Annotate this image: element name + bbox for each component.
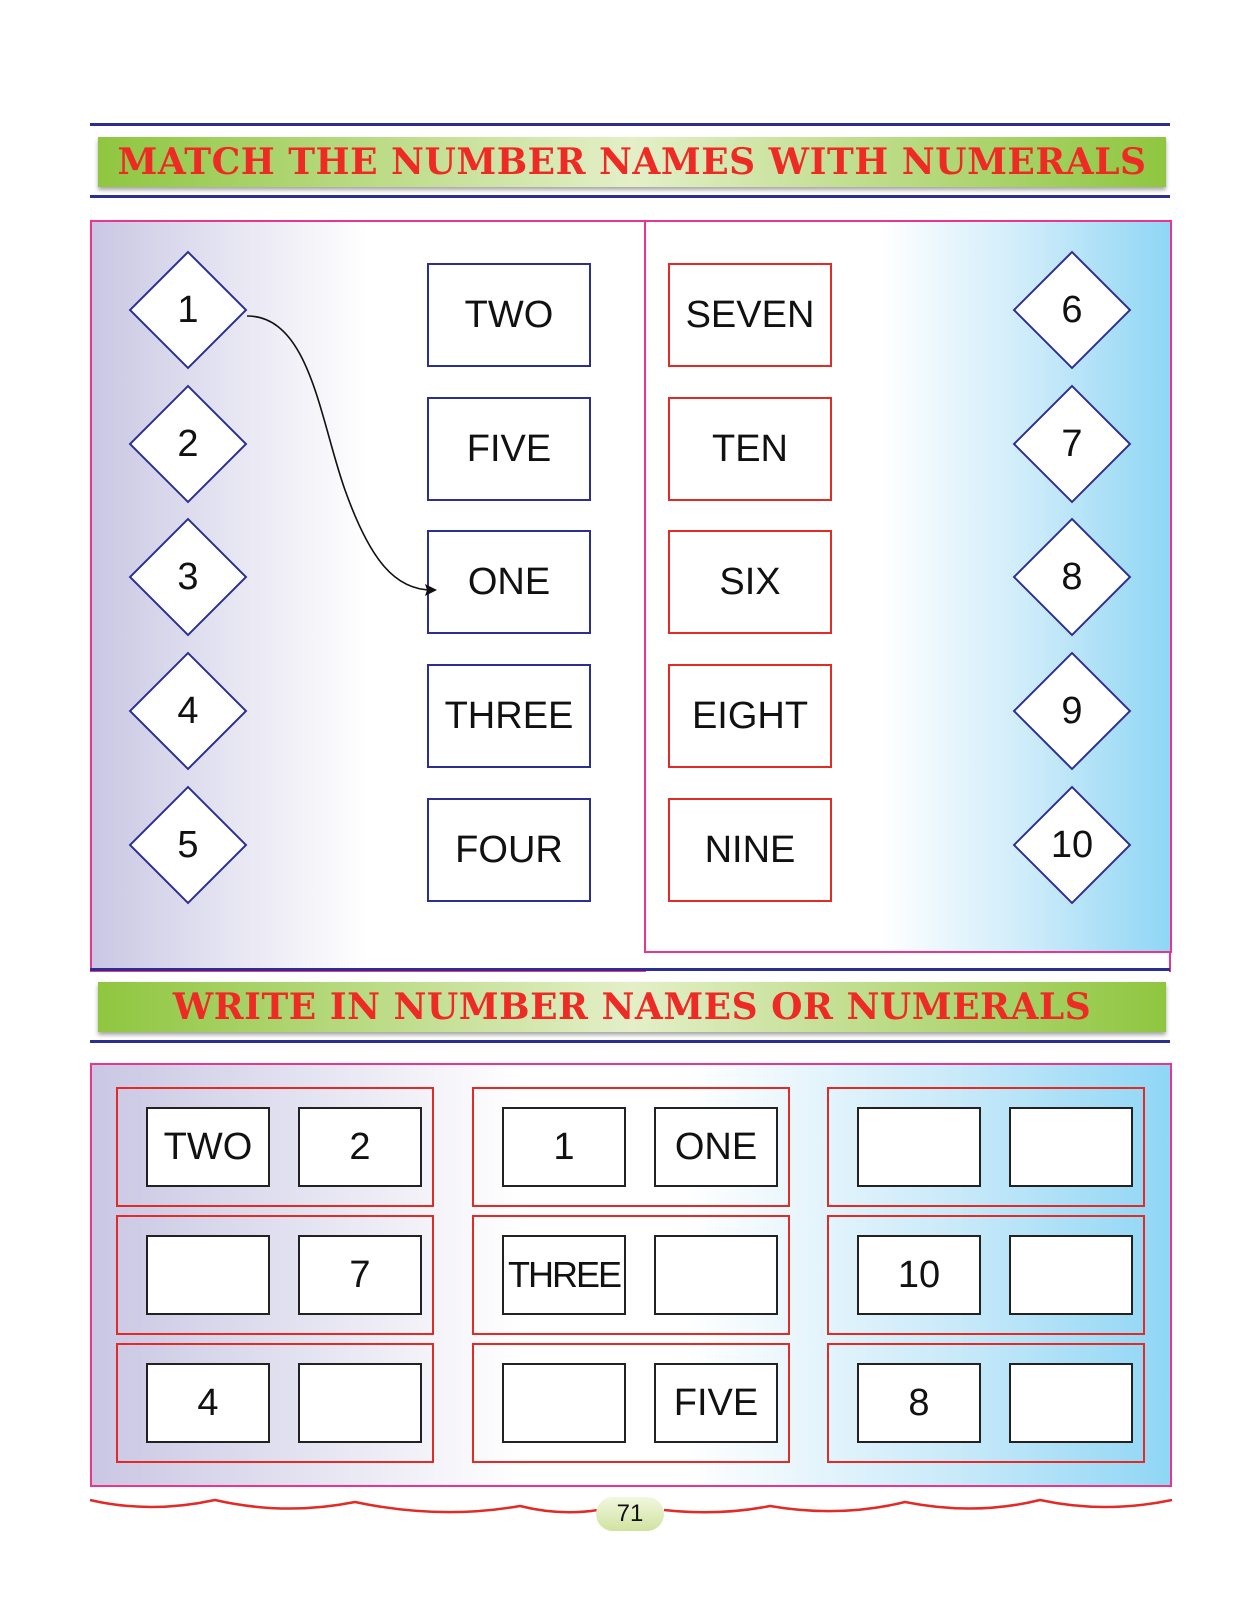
answer-box[interactable]: ONE xyxy=(654,1107,778,1187)
answer-cell xyxy=(116,1087,434,1207)
page-number: 71 xyxy=(596,1497,664,1531)
numeral-label: 5 xyxy=(177,823,199,866)
answer-cell xyxy=(472,1215,790,1335)
numeral-label: 9 xyxy=(1061,689,1083,732)
answer-cell xyxy=(116,1215,434,1335)
answer-box[interactable]: 8 xyxy=(857,1363,981,1443)
answer-cell xyxy=(827,1343,1145,1463)
word-box-three: THREE xyxy=(427,664,591,768)
answer-box[interactable]: 10 xyxy=(857,1235,981,1315)
answer-cell xyxy=(472,1343,790,1463)
section2-top-rule xyxy=(90,968,1170,971)
word-box-nine: NINE xyxy=(668,798,832,902)
answer-box[interactable] xyxy=(146,1235,270,1315)
answer-cell xyxy=(116,1343,434,1463)
word-box-eight: EIGHT xyxy=(668,664,832,768)
answer-cell xyxy=(472,1087,790,1207)
answer-box[interactable] xyxy=(654,1235,778,1315)
numeral-label: 4 xyxy=(177,689,199,732)
numeral-label: 2 xyxy=(177,422,199,465)
section2-banner xyxy=(98,982,1166,1032)
word-box-ten: TEN xyxy=(668,397,832,501)
answer-box[interactable]: 2 xyxy=(298,1107,422,1187)
answer-cell xyxy=(827,1087,1145,1207)
answer-box[interactable]: FIVE xyxy=(654,1363,778,1443)
word-box-six: SIX xyxy=(668,530,832,634)
word-box-seven: SEVEN xyxy=(668,263,832,367)
numeral-label: 10 xyxy=(1050,823,1094,866)
numeral-label: 3 xyxy=(177,555,199,598)
word-box-two: TWO xyxy=(427,263,591,367)
answer-box[interactable] xyxy=(857,1107,981,1187)
section2-title: WRITE IN NUMBER NAMES OR NUMERALS xyxy=(172,986,1092,1028)
section2-bottom-rule xyxy=(90,1040,1170,1043)
answer-box[interactable]: THREE xyxy=(502,1235,626,1315)
answer-cell xyxy=(827,1215,1145,1335)
numeral-label: 7 xyxy=(1061,422,1083,465)
answer-box[interactable]: 4 xyxy=(146,1363,270,1443)
answer-box[interactable]: 1 xyxy=(502,1107,626,1187)
word-box-five: FIVE xyxy=(427,397,591,501)
answer-box[interactable] xyxy=(1009,1235,1133,1315)
numeral-label: 6 xyxy=(1061,288,1083,331)
answer-box[interactable]: TWO xyxy=(146,1107,270,1187)
answer-box[interactable]: 7 xyxy=(298,1235,422,1315)
answer-box[interactable] xyxy=(1009,1107,1133,1187)
word-box-one: ONE xyxy=(427,530,591,634)
numeral-label: 8 xyxy=(1061,555,1083,598)
word-box-four: FOUR xyxy=(427,798,591,902)
answer-box[interactable] xyxy=(298,1363,422,1443)
section1-title: MATCH THE NUMBER NAMES WITH NUMERALS xyxy=(117,141,1147,183)
answer-box[interactable] xyxy=(1009,1363,1133,1443)
numeral-label: 1 xyxy=(177,288,199,331)
answer-box[interactable] xyxy=(502,1363,626,1443)
